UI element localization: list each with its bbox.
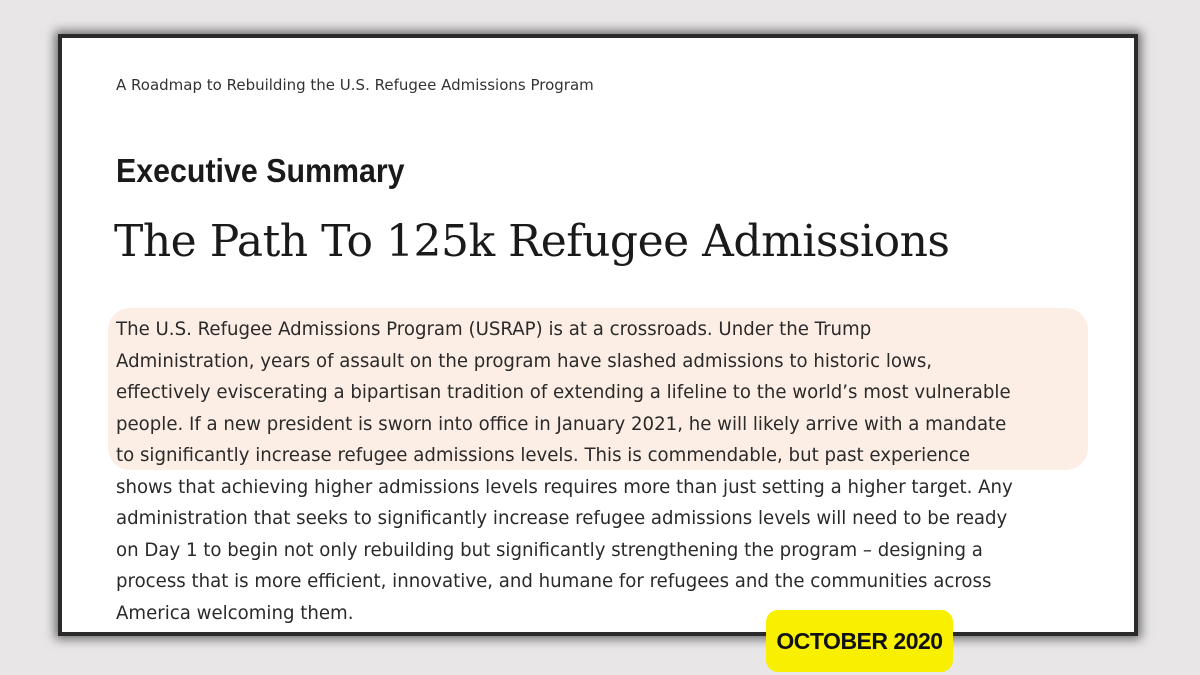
body-line: on Day 1 to begin not only rebuilding but significantly strengthening the program – designing a — [116, 538, 983, 561]
body-line: America welcoming them. — [116, 601, 354, 624]
document-title: The Path To 125k Refugee Admissions — [114, 216, 950, 267]
body-line: people. If a new president is sworn into office in January 2021, he will likely arrive with a mandate — [116, 412, 1007, 435]
section-label: Executive Summary — [116, 152, 405, 189]
date-badge: OCTOBER 2020 — [766, 610, 953, 672]
body-line: shows that achieving higher admissions levels requires more than just setting a higher target. Any — [116, 475, 1013, 498]
document-page — [58, 34, 1138, 636]
body-line: administration that seeks to significantly increase refugee admissions levels will need to be ready — [116, 507, 1008, 529]
body-paragraph — [116, 314, 1096, 629]
body-line: Administration, years of assault on the program have slashed admissions to historic lows, — [116, 349, 933, 372]
body-line: effectively eviscerating a bipartisan tradition of extending a lifeline to the world’s most vulnerable — [116, 381, 1011, 403]
body-line: process that is more efficient, innovative, and humane for refugees and the communities across — [116, 570, 992, 592]
running-header: A Roadmap to Rebuilding the U.S. Refugee Admissions Program — [116, 76, 594, 94]
body-line: to significantly increase refugee admissions levels. This is commendable, but past experience — [116, 444, 970, 466]
body-line: The U.S. Refugee Admissions Program (USRAP) is at a crossroads. Under the Trump — [116, 318, 872, 340]
